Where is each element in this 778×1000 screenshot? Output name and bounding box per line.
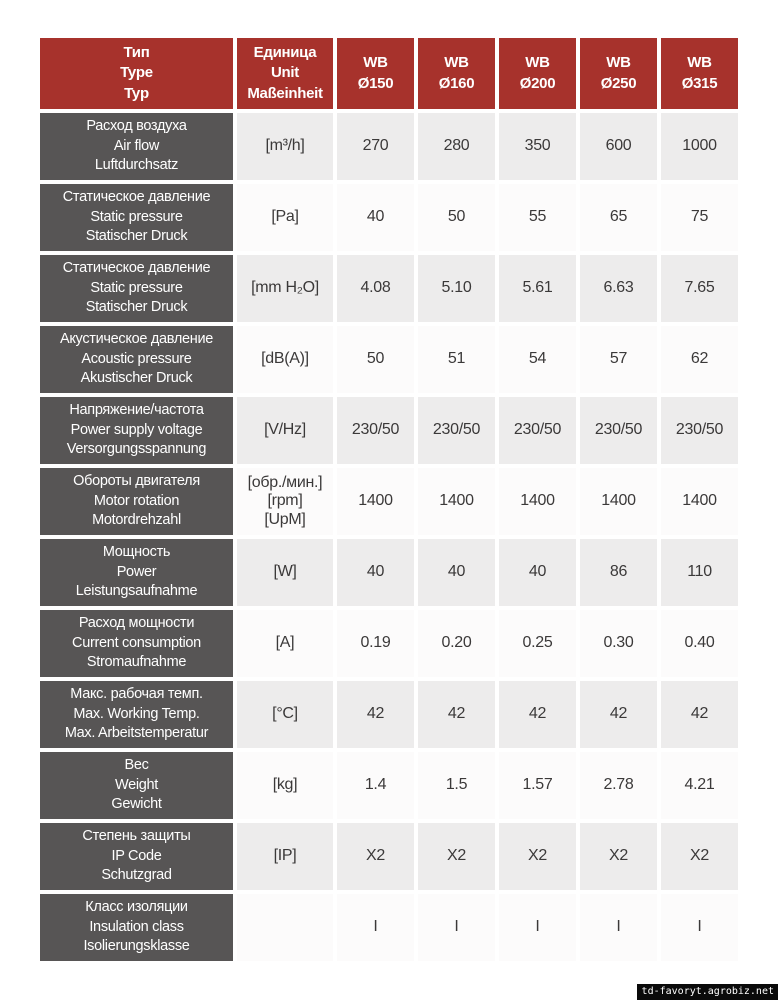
value-cell-acoustic-pressure-1: 51 <box>418 326 495 393</box>
row-label-line: Leistungsaufnahme <box>75 583 198 600</box>
value-cell-air-flow-0: 270 <box>337 113 414 180</box>
header-type <box>40 38 233 109</box>
value-cell-acoustic-pressure-4: 62 <box>661 326 738 393</box>
unit-text: [Pa] <box>271 208 299 226</box>
header-type-line: Typ <box>124 84 149 102</box>
value-cell-power-supply-voltage-4: 230/50 <box>661 397 738 464</box>
value-cell-static-pressure-pa-3: 65 <box>580 184 657 251</box>
value-cell-static-pressure-pa-4: 75 <box>661 184 738 251</box>
unit-cell-power <box>237 539 333 606</box>
row-label-line: Versorgungsspannung <box>66 441 207 458</box>
row-label-line: IP Code <box>111 847 162 864</box>
value-cell-air-flow-1: 280 <box>418 113 495 180</box>
value-cell-static-pressure-mmh2o-4: 7.65 <box>661 255 738 322</box>
unit-cell-acoustic-pressure <box>237 326 333 393</box>
row-label-line: Acoustic pressure <box>81 350 192 367</box>
row-label-line: Max. Working Temp. <box>73 705 200 722</box>
value-cell-air-flow-4: 1000 <box>661 113 738 180</box>
unit-cell-insulation-class <box>237 894 333 961</box>
value-cell-max-working-temp-2: 42 <box>499 681 576 748</box>
row-label-line: Luftdurchsatz <box>94 157 179 174</box>
value-cell-ip-code-1: X2 <box>418 823 495 890</box>
header-model-wb160 <box>418 38 495 109</box>
value-cell-power-supply-voltage-2: 230/50 <box>499 397 576 464</box>
value-cell-power-4: 110 <box>661 539 738 606</box>
unit-cell-static-pressure-pa <box>237 184 333 251</box>
unit-cell-current-consumption <box>237 610 333 677</box>
model-series: WB <box>363 54 388 72</box>
row-label-line: Статическое давление <box>62 189 211 206</box>
value-cell-motor-rotation-1: 1400 <box>418 468 495 535</box>
value-cell-motor-rotation-3: 1400 <box>580 468 657 535</box>
row-label-motor-rotation <box>40 468 233 535</box>
row-label-line: Isolierungsklasse <box>83 938 190 955</box>
header-model-wb315 <box>661 38 738 109</box>
row-label-line: Motor rotation <box>93 492 180 509</box>
unit-text: [V/Hz] <box>264 421 306 439</box>
row-label-line: Power supply voltage <box>70 421 203 438</box>
header-unit-line: Unit <box>271 64 299 82</box>
value-cell-power-supply-voltage-0: 230/50 <box>337 397 414 464</box>
value-cell-static-pressure-pa-2: 55 <box>499 184 576 251</box>
model-diameter: Ø200 <box>519 74 556 92</box>
model-diameter: Ø150 <box>357 74 394 92</box>
unit-text: [обр./мин.] <box>247 473 323 491</box>
row-label-line: Степень защиты <box>82 828 191 845</box>
value-cell-power-supply-voltage-3: 230/50 <box>580 397 657 464</box>
row-label-line: Мощность <box>102 544 171 561</box>
value-cell-current-consumption-0: 0.19 <box>337 610 414 677</box>
header-model-wb200 <box>499 38 576 109</box>
row-label-line: Motordrehzahl <box>92 512 181 529</box>
value-cell-power-0: 40 <box>337 539 414 606</box>
unit-text: [A] <box>275 634 295 652</box>
value-cell-weight-3: 2.78 <box>580 752 657 819</box>
value-cell-power-2: 40 <box>499 539 576 606</box>
header-model-wb250 <box>580 38 657 109</box>
value-cell-current-consumption-3: 0.30 <box>580 610 657 677</box>
value-cell-current-consumption-1: 0.20 <box>418 610 495 677</box>
row-label-line: Static pressure <box>90 208 183 225</box>
header-unit-line: Единица <box>253 44 317 62</box>
model-series: WB <box>525 54 550 72</box>
row-label-line: Gewicht <box>111 796 162 813</box>
row-label-line: Air flow <box>113 137 160 154</box>
header-unit <box>237 38 333 109</box>
row-label-line: Statischer Druck <box>85 299 188 316</box>
value-cell-static-pressure-pa-1: 50 <box>418 184 495 251</box>
unit-text: [kg] <box>272 776 298 794</box>
value-cell-weight-1: 1.5 <box>418 752 495 819</box>
unit-text: [rpm] <box>267 492 303 510</box>
value-cell-static-pressure-mmh2o-2: 5.61 <box>499 255 576 322</box>
value-cell-max-working-temp-0: 42 <box>337 681 414 748</box>
value-cell-motor-rotation-0: 1400 <box>337 468 414 535</box>
header-model-wb150 <box>337 38 414 109</box>
header-unit-line: Maßeinheit <box>247 84 323 102</box>
value-cell-insulation-class-0: I <box>337 894 414 961</box>
unit-text: [UpM] <box>264 510 306 528</box>
row-label-power-supply-voltage <box>40 397 233 464</box>
value-cell-static-pressure-pa-0: 40 <box>337 184 414 251</box>
row-label-line: Schutzgrad <box>101 867 172 884</box>
value-cell-acoustic-pressure-3: 57 <box>580 326 657 393</box>
row-label-line: Напряжение/частота <box>69 402 204 419</box>
row-label-line: Обороты двигателя <box>73 473 200 490</box>
value-cell-air-flow-2: 350 <box>499 113 576 180</box>
specification-table <box>40 38 738 961</box>
row-label-weight <box>40 752 233 819</box>
row-label-current-consumption <box>40 610 233 677</box>
value-cell-motor-rotation-4: 1400 <box>661 468 738 535</box>
model-series: WB <box>687 54 712 72</box>
unit-text: [dB(A)] <box>261 350 309 368</box>
row-label-air-flow <box>40 113 233 180</box>
value-cell-power-1: 40 <box>418 539 495 606</box>
value-cell-static-pressure-mmh2o-3: 6.63 <box>580 255 657 322</box>
row-label-line: Расход воздуха <box>86 118 187 135</box>
value-cell-weight-0: 1.4 <box>337 752 414 819</box>
row-label-ip-code <box>40 823 233 890</box>
value-cell-air-flow-3: 600 <box>580 113 657 180</box>
value-cell-acoustic-pressure-0: 50 <box>337 326 414 393</box>
value-cell-motor-rotation-2: 1400 <box>499 468 576 535</box>
row-label-line: Макс. рабочая темп. <box>70 686 203 703</box>
unit-text: [mm H₂O] <box>251 279 319 297</box>
value-cell-insulation-class-2: I <box>499 894 576 961</box>
value-cell-max-working-temp-3: 42 <box>580 681 657 748</box>
value-cell-power-3: 86 <box>580 539 657 606</box>
value-cell-ip-code-0: X2 <box>337 823 414 890</box>
value-cell-weight-4: 4.21 <box>661 752 738 819</box>
model-diameter: Ø160 <box>438 74 475 92</box>
row-label-line: Current consumption <box>72 634 201 651</box>
unit-cell-weight <box>237 752 333 819</box>
model-series: WB <box>444 54 469 72</box>
unit-text: [IP] <box>273 847 297 865</box>
value-cell-insulation-class-1: I <box>418 894 495 961</box>
value-cell-ip-code-2: X2 <box>499 823 576 890</box>
unit-cell-motor-rotation <box>237 468 333 535</box>
row-label-line: Класс изоляции <box>85 899 188 916</box>
value-cell-ip-code-3: X2 <box>580 823 657 890</box>
header-type-line: Type <box>120 64 153 82</box>
row-label-acoustic-pressure <box>40 326 233 393</box>
row-label-line: Weight <box>114 776 159 793</box>
row-label-power <box>40 539 233 606</box>
row-label-line: Akustischer Druck <box>80 370 193 387</box>
unit-cell-power-supply-voltage <box>237 397 333 464</box>
value-cell-static-pressure-mmh2o-1: 5.10 <box>418 255 495 322</box>
row-label-line: Statischer Druck <box>85 228 188 245</box>
watermark-badge: td-favoryt.agrobiz.net <box>637 984 778 1000</box>
value-cell-acoustic-pressure-2: 54 <box>499 326 576 393</box>
header-type-line: Тип <box>123 44 150 62</box>
value-cell-ip-code-4: X2 <box>661 823 738 890</box>
value-cell-weight-2: 1.57 <box>499 752 576 819</box>
row-label-line: Insulation class <box>89 918 184 935</box>
unit-text: [W] <box>273 563 297 581</box>
unit-cell-air-flow <box>237 113 333 180</box>
unit-cell-max-working-temp <box>237 681 333 748</box>
model-diameter: Ø315 <box>681 74 718 92</box>
value-cell-power-supply-voltage-1: 230/50 <box>418 397 495 464</box>
unit-cell-ip-code <box>237 823 333 890</box>
value-cell-static-pressure-mmh2o-0: 4.08 <box>337 255 414 322</box>
value-cell-max-working-temp-1: 42 <box>418 681 495 748</box>
model-series: WB <box>606 54 631 72</box>
row-label-line: Расход мощности <box>78 615 195 632</box>
row-label-line: Static pressure <box>90 279 183 296</box>
unit-cell-static-pressure-mmh2o <box>237 255 333 322</box>
row-label-line: Max. Arbeitstemperatur <box>64 725 209 742</box>
value-cell-current-consumption-2: 0.25 <box>499 610 576 677</box>
row-label-line: Power <box>116 563 157 580</box>
value-cell-insulation-class-4: I <box>661 894 738 961</box>
value-cell-current-consumption-4: 0.40 <box>661 610 738 677</box>
value-cell-max-working-temp-4: 42 <box>661 681 738 748</box>
value-cell-insulation-class-3: I <box>580 894 657 961</box>
row-label-line: Статическое давление <box>62 260 211 277</box>
unit-text: [°C] <box>272 705 298 723</box>
row-label-line: Вес <box>124 757 149 774</box>
unit-text: [m³/h] <box>265 137 305 155</box>
row-label-insulation-class <box>40 894 233 961</box>
model-diameter: Ø250 <box>600 74 637 92</box>
row-label-line: Stromaufnahme <box>86 654 187 671</box>
row-label-static-pressure-pa <box>40 184 233 251</box>
row-label-static-pressure-mmh2o <box>40 255 233 322</box>
row-label-max-working-temp <box>40 681 233 748</box>
row-label-line: Акустическое давление <box>59 331 214 348</box>
